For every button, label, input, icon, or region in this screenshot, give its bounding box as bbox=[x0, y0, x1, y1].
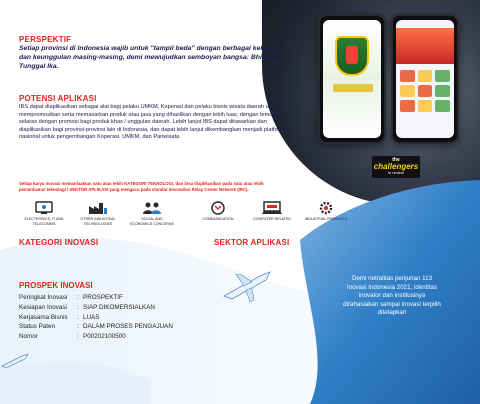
kategori-title: KATEGORI INOVASI bbox=[19, 238, 99, 247]
airplane-small-icon bbox=[0, 352, 30, 372]
phone-screen-left bbox=[323, 20, 381, 138]
prospek-key: Peringkat Inovasi bbox=[19, 294, 68, 301]
industrial-products-icon bbox=[315, 200, 337, 216]
phone-mockup-left bbox=[318, 14, 386, 144]
prospek-value: LUAS bbox=[83, 313, 100, 321]
sektor-title: SEKTOR APLIKASI bbox=[214, 238, 290, 247]
airplane-icon bbox=[220, 266, 274, 306]
communication-icon bbox=[207, 200, 229, 216]
prospek-title: PROSPEK INOVASI bbox=[19, 281, 93, 290]
prospek-row: Nomor : P00202100500 bbox=[19, 332, 173, 342]
computer-icon bbox=[261, 200, 283, 216]
prospek-value: P00202100500 bbox=[83, 333, 126, 341]
phone-mockup-right bbox=[391, 14, 459, 144]
prospek-value: PROSPEKTIF bbox=[83, 294, 123, 301]
sektor-label: COMPUTER RELATED bbox=[253, 217, 291, 221]
prospek-row: Peringkat Inovasi : PROSPEKTIF bbox=[19, 293, 173, 303]
potensi-text: IBS dapat diaplikasikan sebagai alat bagi pelaku UMKM, Koperasi dan pelaku bisnis wisata daerah untuk mempromosikan serta memasarkan produk atau jasa yang dihasilkan dengan lebih luas; dengan tema yang selaras dengan promosi bagi produk khas / unggulan daerah. Lebih lanjut IBS dapat ditawarkan dan diaplikasikan bagi provinsi-provinsi lain di Indonesia, dan dapat lebih lanjut dikembangkan menjadi platform nasional untuk pengembangan Koperasi, UMKM, dan Pariwisata. bbox=[19, 104, 287, 141]
prospek-key: Kesiapan Inovasi bbox=[19, 303, 67, 311]
phone-screen-right bbox=[396, 20, 454, 138]
kategori-icons bbox=[22, 200, 174, 226]
perspektif-text: Setiap provinsi di Indonesia wajib untuk "tampil beda" dengan berbagai kekhasan dan keunggulan masing-masing, demi mewujudkan semboyan bangsa: Bhinneka Tunggal Ika. bbox=[19, 45, 284, 70]
sektor-label: COMMUNICATION bbox=[202, 217, 234, 221]
prospek-row: Kerjasama Bisnis : LUAS bbox=[19, 313, 173, 323]
kategori-label: ELECTRONICS, IT AND TELECOMMS bbox=[24, 217, 64, 226]
sektor-item-industrial-products bbox=[304, 200, 348, 222]
prospek-key: Kerjasama Bisnis bbox=[19, 313, 68, 321]
prospek-value: SIAP DIKOMERSIALKAN bbox=[83, 303, 155, 311]
sektor-item-computer bbox=[250, 200, 294, 222]
prospek-value: DALAM PROSES PENGAJUAN bbox=[83, 323, 173, 331]
prospek-table bbox=[19, 293, 173, 342]
kategori-label: OTHER INDUSTRIAL TECHNOLOGIES bbox=[80, 217, 116, 226]
province-emblem-icon bbox=[335, 36, 369, 76]
industrial-tech-icon bbox=[87, 200, 109, 216]
challengers-badge bbox=[372, 156, 420, 178]
kategori-item-electronics bbox=[22, 200, 66, 226]
prospek-key: Status Paten bbox=[19, 323, 56, 331]
confidentiality-note: Demi netralitas penjurian 113 Inovasi Indonesia 2021, identitas inovator dan institusinya dirahasiakan sampai inovasi terpilih ditetapkan bbox=[343, 275, 441, 317]
badge-line-1: the bbox=[392, 157, 400, 163]
sektor-icons bbox=[196, 200, 348, 222]
prospek-row: Kesiapan Inovasi : SIAP DIKOMERSIALKAN bbox=[19, 303, 173, 313]
prospek-key: Nomor bbox=[19, 333, 38, 341]
app-banner bbox=[333, 84, 373, 92]
electronics-icon bbox=[33, 200, 55, 216]
kategori-item-industrial-tech bbox=[76, 200, 120, 226]
app-hero-image bbox=[396, 28, 454, 64]
kategori-item-social-economics bbox=[130, 200, 174, 226]
sektor-item-communication bbox=[196, 200, 240, 222]
kategori-label: SOCIAL AND ECONOMICS CONCERNS bbox=[130, 217, 174, 226]
badge-line-3: in review bbox=[388, 170, 404, 175]
badge-line-2: challengers bbox=[373, 162, 419, 171]
perspektif-title: PERSPEKTIF bbox=[19, 35, 72, 44]
prospek-row: Status Paten : DALAM PROSES PENGAJUAN bbox=[19, 323, 173, 331]
app-product-grid bbox=[400, 70, 450, 112]
social-economics-icon bbox=[141, 200, 163, 216]
irc-note: Setiap karya inovasi memanfaatkan satu atau lebih KATEGORI TEKNOLOGI, dan bisa diaplikasikan pada satu atau lebih pemanfaatan teknologi / SEKTOR APLIKASI yang mengacu pada standar Innovation Relay Center Network (IRC). bbox=[19, 181, 264, 192]
sektor-label: INDUSTRIAL PRODUCTS bbox=[304, 217, 348, 221]
potensi-title: POTENSI APLIKASI bbox=[19, 94, 97, 103]
